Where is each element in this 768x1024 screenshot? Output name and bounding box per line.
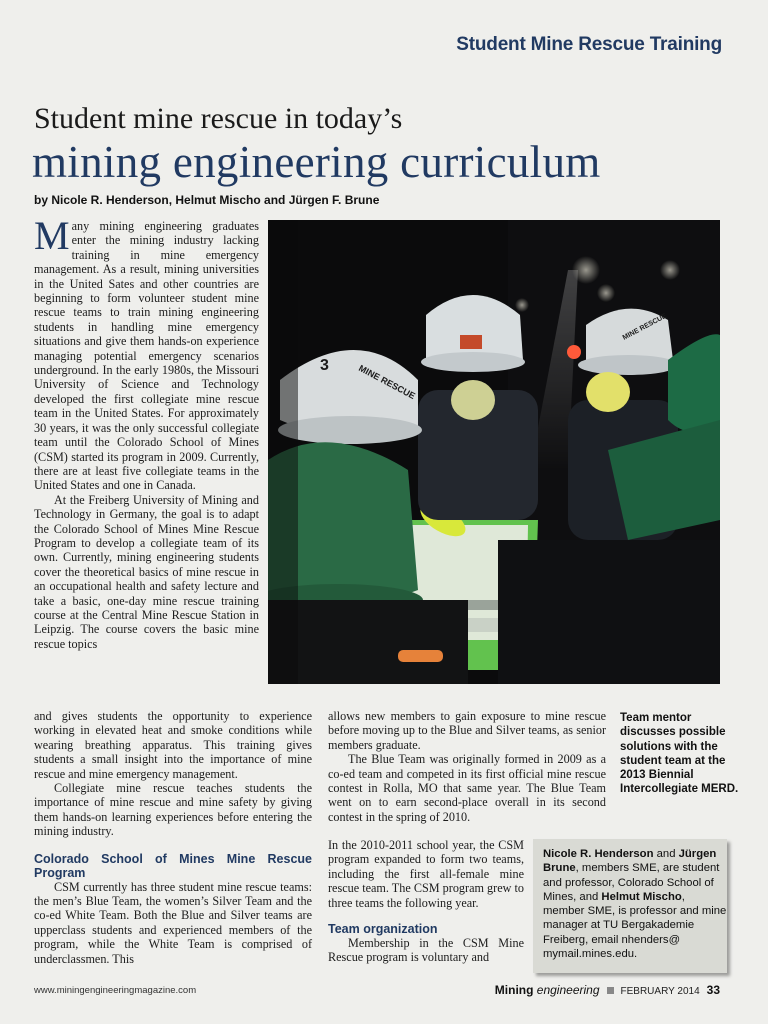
bio-text-1: , members SME, are student and professor, Colorado School of Mines, and [543, 862, 720, 903]
footer-url: www.miningengineeringmagazine.com [34, 985, 197, 996]
section-label: Student Mine Rescue Training [456, 34, 722, 55]
column-2-bottom [328, 838, 524, 965]
helmet-lettering-right: MINE RESCUE [621, 312, 668, 342]
rescue-team-photo [268, 220, 720, 684]
bio-name-henderson: Nicole R. Henderson [543, 848, 654, 860]
magazine-name: Mining engineering [494, 983, 600, 997]
bio-name-brune: Jürgen Brune [543, 848, 717, 875]
drop-cap: M [34, 213, 70, 258]
photo-illustration [268, 220, 720, 684]
paragraph-expansion: In the 2010-2011 school year, the CSM program expanded to form two teams, including the first all-female mine rescue team. The CSM program grew to three teams the following year. [328, 838, 524, 910]
bio-and: and [653, 848, 679, 860]
square-separator-icon [607, 987, 614, 994]
paragraph-freiberg: At the Freiberg University of Mining and Technology in Germany, the goal is to adapt the Colorado School of Mines Mine Rescue Program to develop a collegiate team of its own. Currently, mining engineering students cover the theoretical basics of mine rescue in an occupational health and safety lecture and take a basic, one-day mine rescue training course at the Central Mine Rescue Station in Leipzig. The course covers the basic mine rescue topics [34, 492, 259, 651]
column-1-bottom [34, 709, 312, 966]
paragraph-collegiate: Collegiate mine rescue teaches students the importance of mine rescue and mine safety by giving them hands-on learning experiences before entering the mining industry. [34, 781, 312, 839]
heading-team-organization: Team organization [328, 922, 438, 937]
paragraph-blue-team: The Blue Team was originally formed in 2009 as a co-ed team and competed in its first official mine rescue contest in Rolla, MO that same year. The Blue Team went on to earn second-place overall in its second contest in the spring of 2010. [328, 752, 606, 824]
issue-date: FEBRUARY 2014 [620, 986, 700, 997]
column-1-top [34, 213, 259, 651]
paragraph-new-members: allows new members to gain exposure to mine rescue before moving up to the Blue and Silver teams, as senior members graduate. [328, 709, 606, 752]
paragraph-csm-teams: CSM currently has three student mine rescue teams: the men’s Blue Team, the women’s Silver Team and the co-ed White Team. Both the Blue and Silver teams are upperclass students and experienced members of the program, while the White Team is comprised of underclassmen. This [34, 879, 312, 966]
footer-right [495, 983, 720, 997]
photo-caption: Team mentor discusses possible solutions with the student team at the 2013 Biennial Intercollegiate MERD. [620, 712, 739, 796]
paragraph-intro-cont: and gives students the opportunity to experience working in elevated heat and smoke conditions while wearing breathing apparatus. This training gives students a small insight into the importance of mine rescue and mine emergency management. [34, 709, 312, 781]
page-number: 33 [706, 983, 720, 997]
author-bio-box [533, 839, 727, 973]
paragraph-intro: Many mining engineering graduates enter the mining industry lacking training in mine emergency management. As a result, mining universities in the United Sates and other countries are beginning to form volunteer student mine rescue teams to train mining engineering students in handling mine emergency situations and give them hands-on experience managing potential emergency scenarios underground. In the early 1980s, the Missouri University of Science and Technology developed the first collegiate mine rescue team in the United States. For approximately 30 years, it was the only successful collegiate team until the Colorado School of Mines (CSM) started its program in 2009. Currently, there are at least five collegiate teams in the United States and one in Canada. [34, 213, 259, 493]
heading-csm-program: Colorado School of Mines Mine Rescue Program [34, 851, 312, 880]
byline: by Nicole R. Henderson, Helmut Mischo and Jürgen F. Brune [34, 193, 380, 207]
paragraph-membership: Membership in the CSM Mine Rescue program is voluntary and [328, 936, 524, 965]
helmet-number: 3 [320, 357, 329, 374]
helmet-lettering-left: MINE RESCUE [357, 362, 417, 402]
article-title-line2: mining engineering curriculum [32, 137, 601, 187]
column-2-top [328, 709, 606, 824]
bio-name-mischo: Helmut Mischo [601, 890, 682, 903]
bio-text-2: , member SME, is professor and mine manager at TU Bergakademie Freiberg, email nhenders@ mymail.mines.edu. [543, 890, 727, 961]
article-title-line1: Student mine rescue in today’s [34, 102, 403, 135]
